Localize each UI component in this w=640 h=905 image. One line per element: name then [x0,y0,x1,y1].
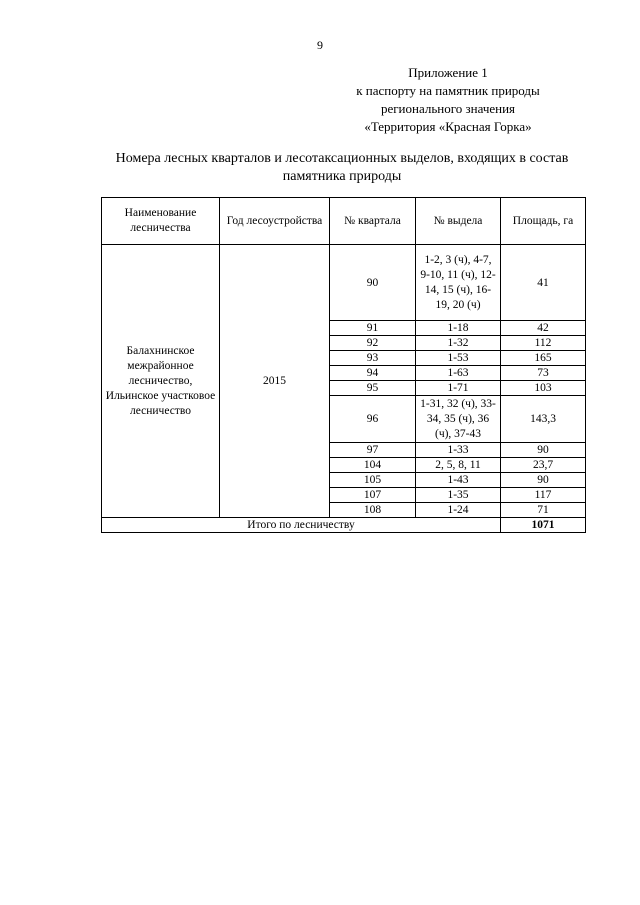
page-number: 9 [317,38,323,52]
table-total-row [102,518,586,533]
area-cell: 73 [501,366,586,381]
quarter-cell: 108 [330,503,416,518]
header-year: Год лесоустройства [220,198,330,245]
forest-quarters-table [101,197,586,533]
plot-cell: 2, 5, 8, 11 [416,458,501,473]
appendix-line: регионального значения [380,101,516,116]
area-cell: 112 [501,336,586,351]
appendix-header [330,64,566,136]
quarter-cell: 107 [330,488,416,503]
plot-cell: 1-71 [416,381,501,396]
table-header-row [102,198,586,245]
quarter-cell: 93 [330,351,416,366]
header-area: Площадь, га [501,198,586,245]
quarter-cell: 91 [330,321,416,336]
area-cell: 103 [501,381,586,396]
appendix-line: Приложение 1 [408,65,488,80]
area-cell: 23,7 [501,458,586,473]
area-cell: 143,3 [501,396,586,443]
plot-cell: 1-43 [416,473,501,488]
forestry-name-cell: Балахнинское межрайонное лесничество, Ильинское участковое лесничество [102,245,220,518]
quarter-cell: 97 [330,443,416,458]
appendix-line: «Территория «Красная Горка» [364,119,532,134]
quarter-cell: 95 [330,381,416,396]
plot-cell: 1-53 [416,351,501,366]
area-cell: 90 [501,473,586,488]
header-plot: № выдела [416,198,501,245]
area-cell: 42 [501,321,586,336]
title-line: памятника природы [282,169,402,184]
plot-cell: 1-2, 3 (ч), 4-7, 9-10, 11 (ч), 12-14, 15 (ч), 16-19, 20 (ч) [416,245,501,321]
area-cell: 117 [501,488,586,503]
title-line: Номера лесных кварталов и лесотаксационных выделов, входящих в состав [115,151,569,166]
quarter-cell: 92 [330,336,416,351]
document-title [90,150,594,186]
quarter-cell: 94 [330,366,416,381]
appendix-line: к паспорту на памятник природы [356,83,540,98]
plot-cell: 1-63 [416,366,501,381]
area-cell: 90 [501,443,586,458]
total-label: Итого по лесничеству [102,518,501,533]
plot-cell: 1-18 [416,321,501,336]
year-cell: 2015 [220,245,330,518]
quarter-cell: 96 [330,396,416,443]
plot-cell: 1-32 [416,336,501,351]
total-value: 1071 [501,518,586,533]
table-row [102,245,586,321]
area-cell: 41 [501,245,586,321]
plot-cell: 1-35 [416,488,501,503]
plot-cell: 1-33 [416,443,501,458]
area-cell: 165 [501,351,586,366]
quarter-cell: 105 [330,473,416,488]
area-cell: 71 [501,503,586,518]
quarter-cell: 90 [330,245,416,321]
plot-cell: 1-31, 32 (ч), 33-34, 35 (ч), 36 (ч), 37-43 [416,396,501,443]
header-forestry: Наименование лесничества [102,198,220,245]
quarter-cell: 104 [330,458,416,473]
plot-cell: 1-24 [416,503,501,518]
header-quarter: № квартала [330,198,416,245]
